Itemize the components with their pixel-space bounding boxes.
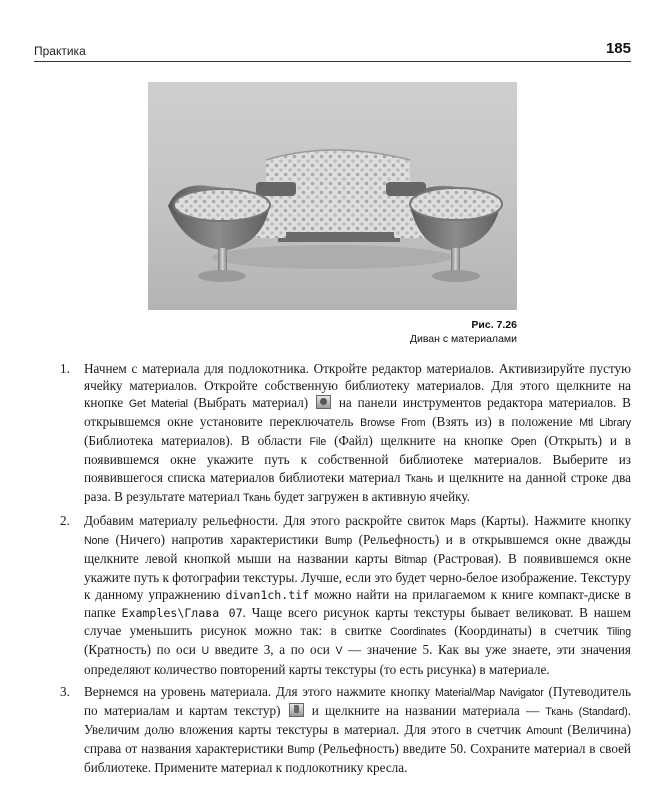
ui-term: Maps <box>450 515 476 528</box>
ui-term: U <box>201 645 209 658</box>
text-run: Добавим материалу рельефности. Для этого раскройте свиток <box>84 512 451 528</box>
sofa-render-image <box>148 82 517 310</box>
text-run: (Выбрать материал) <box>187 395 315 411</box>
ui-term: Ткань (Standard) <box>545 705 628 718</box>
text-run: (Кратность) по оси <box>84 642 202 658</box>
text-run: . Чаще всего рисунок карты текстуры бывает великоват. В нашем случае уменьшить рисунок можно так: в свитке <box>84 605 631 639</box>
section-title: Практика <box>34 44 86 58</box>
text-run: . Увеличим долю вложения карты текстуры в материал. Для этого в счетчик <box>84 702 632 737</box>
text-run: (Ничего) напротив характеристики <box>108 531 325 547</box>
list-item <box>40 683 631 776</box>
text-run: (Карты). Нажмите кнопку <box>475 512 631 528</box>
figure-caption <box>410 318 517 346</box>
list-item-number: 2. <box>60 512 70 528</box>
ui-term: Get Material <box>128 398 188 411</box>
header-rule <box>34 61 631 62</box>
sofa-illustration <box>148 82 517 310</box>
ui-term: Material/Map Navigator <box>435 686 544 699</box>
text-run: Вернемся на уровень материала. Для этого нажмите кнопку <box>84 683 436 699</box>
text-run: — значение 5. Как вы уже знаете, эти значения определяют количество повторений карты текстуры (то есть рисунка) в материале. <box>84 642 631 677</box>
ui-term: Ткань <box>243 491 271 504</box>
text-run: Начнем с материала для подлокотника. Откройте редактор материалов. Активизируйте пустую ячейку материалов. Откройте собственную библиотеку материалов. Для этого щелкните на кнопке <box>84 361 631 411</box>
material-map-navigator-icon <box>289 703 304 717</box>
text-run: (Рельефность) введите 50. Сохраните материал в своей библиотеке. Примените материал к подлокотнику кресла. <box>84 740 631 775</box>
text-run: (Открыть) и в появившемся окне укажите путь к собственной библиотеке материалов. Выберите из появившегося списка материалов библиотеки материал <box>84 433 631 485</box>
ui-term: Bump <box>287 743 315 756</box>
text-run: (Взять из) в положение <box>425 414 580 430</box>
get-material-icon <box>316 395 331 409</box>
ui-term: Amount <box>526 724 563 737</box>
file-path: divan1ch.tif <box>225 588 310 603</box>
ui-term: Bitmap <box>394 553 427 566</box>
ui-term: Coordinates <box>390 626 447 639</box>
text-run: на панели инструментов редактора материалов. В открывшемся окне установите переключатель <box>84 395 631 430</box>
figure-caption-text: Диван с материалами <box>409 333 517 345</box>
list-item-number: 3. <box>60 683 70 699</box>
page-number: 185 <box>605 40 631 57</box>
ui-term: Ткань <box>405 472 433 485</box>
ui-term: Tiling <box>606 626 631 639</box>
ui-term: Browse From <box>360 417 426 430</box>
text-run: (Библиотека материалов). В области <box>84 433 310 449</box>
text-run: (Файл) щелкните на кнопке <box>326 433 511 449</box>
list-item <box>40 512 631 678</box>
ui-term: File <box>309 436 327 449</box>
text-run: (Путеводитель по материалам и картам текстур) <box>84 683 631 718</box>
text-run: (Координаты) в счетчик <box>446 623 607 639</box>
text-run: введите 3, а по оси <box>209 642 336 658</box>
figure-number: Рис. 7.26 <box>471 319 517 331</box>
text-run: и щелкните на данной строке два раза. В результате материал <box>84 469 631 504</box>
ui-term: None <box>84 534 109 547</box>
steps-list <box>40 360 631 776</box>
file-path: Examples\Глава 07 <box>121 606 243 621</box>
list-item <box>40 360 631 507</box>
text-run: (Рельефность) и в открывшемся окне дважды щелкните левой кнопкой мыши на названии карты <box>84 531 631 566</box>
text-run: будет загружен в активную ячейку. <box>270 488 470 504</box>
ui-term: Bump <box>324 534 353 547</box>
text-run: и щелкните на названии материала — <box>305 702 546 718</box>
text-run: можно найти на прилагаемом к книге компакт-диске в папке <box>84 587 632 621</box>
ui-term: V <box>335 645 343 658</box>
list-item-number: 1. <box>60 361 70 376</box>
text-run: (Величина) справа от названия характеристики <box>84 721 631 756</box>
ui-term: Open <box>510 436 537 449</box>
text-run: (Растровая). В появившемся окне укажите путь к фотографии текстуры. Лучше, если это будет черно-белое изображение. Текстуру к данному упражнению <box>84 550 631 603</box>
ui-term: Mtl Library <box>579 417 631 430</box>
page-header <box>34 40 631 62</box>
